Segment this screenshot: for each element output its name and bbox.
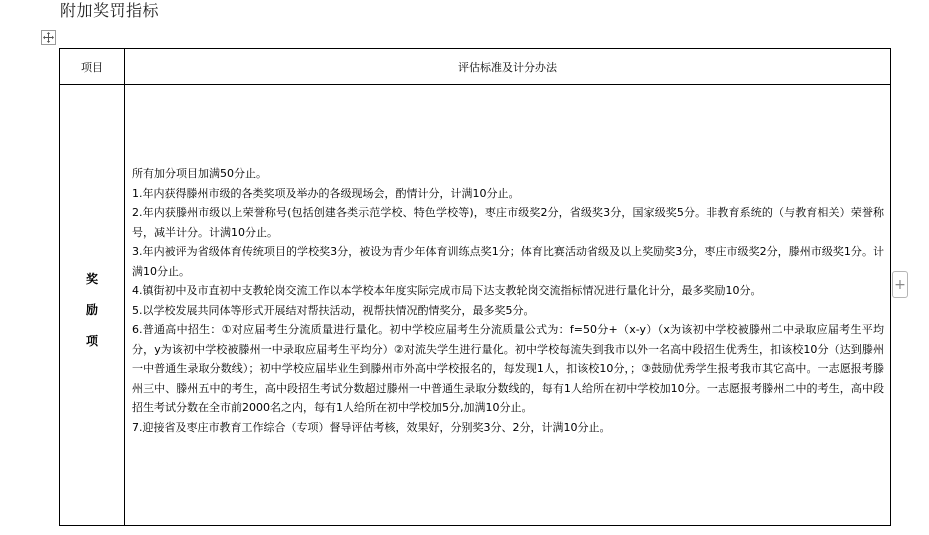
add-column-button[interactable] [892, 271, 908, 298]
header-cell-criteria [125, 49, 890, 84]
criteria-content [132, 164, 884, 437]
item-char: 奖 [85, 272, 98, 286]
criteria-line: 所有加分项目加满50分止。 [132, 167, 267, 180]
criteria-line: 4.镇街初中及市直初中支教轮岗交流工作以本学校本年度实际完成市局下达支教轮岗交流指标情况进行量化计分，最多奖励10分。 [132, 284, 762, 297]
criteria-line: 3.年内被评为省级体育传统项目的学校奖3分，被设为青少年体育训练点奖1分；体育比赛活动省级及以上奖励奖3分，枣庄市级奖2分，滕州市级奖1分。计满10分止。 [132, 245, 884, 278]
header-row-divider [60, 84, 890, 85]
item-char: 项 [85, 334, 98, 348]
column-divider [124, 49, 125, 525]
criteria-line: 6.普通高中招生：①对应届考生分流质量进行量化。初中学校应届考生分流质量公式为：f=50分+（x-y）（x为该初中学校被滕州二中录取应届考生平均分，y为该初中学校被滕州一中录取应届考生平均分）②对流失学生进行量化。初中学校每流失到我市以外一名高中段招生优秀生，扣该校10分（达到滕州一中普通生录取分数线）；初中学校应届毕业生到滕州市外高中学校报名的，每发现1人，扣该校10分，；③鼓励优秀学生报考我市其它高中。一志愿报考滕州三中、滕州五中的考生，高中段招生考试分数超过滕州一中普通生录取分数线的，每有1人给所在初中学校加10分。一志愿报考滕州二中的考生，高中段招生考试分数在全市前2000名之内，每有1人给所在初中学校加5分,加满10分止。 [132, 323, 884, 414]
header-cell-item [60, 49, 124, 84]
table-move-handle[interactable] [41, 30, 56, 45]
criteria-line: 1.年内获得滕州市级的各类奖项及举办的各级现场会，酌情计分，计满10分止。 [132, 186, 520, 200]
criteria-line: 2.年内获滕州市级以上荣誉称号(包括创建各类示范学校、特色学校等)，枣庄市级奖2分，省级奖3分，国家级奖5分。非教育系统的（与教育相关）荣誉称号，减半计分。计满10分止。 [132, 206, 884, 239]
plus-icon: + [894, 276, 906, 293]
item-char: 励 [85, 303, 98, 317]
criteria-table [59, 48, 891, 526]
header-criteria-label: 评估标准及计分办法 [458, 60, 557, 74]
move-cross-icon [43, 32, 54, 43]
header-item-label: 项目 [81, 60, 103, 74]
criteria-line: 7.迎接省及枣庄市教育工作综合（专项）督导评估考核，效果好，分别奖3分、2分，计满10分止。 [132, 420, 611, 434]
criteria-line: 5.以学校发展共同体等形式开展结对帮扶活动，视帮扶情况酌情奖分，最多奖5分。 [132, 303, 535, 317]
page-title: 附加奖罚指标 [60, 1, 160, 20]
row-item-name [60, 264, 124, 357]
